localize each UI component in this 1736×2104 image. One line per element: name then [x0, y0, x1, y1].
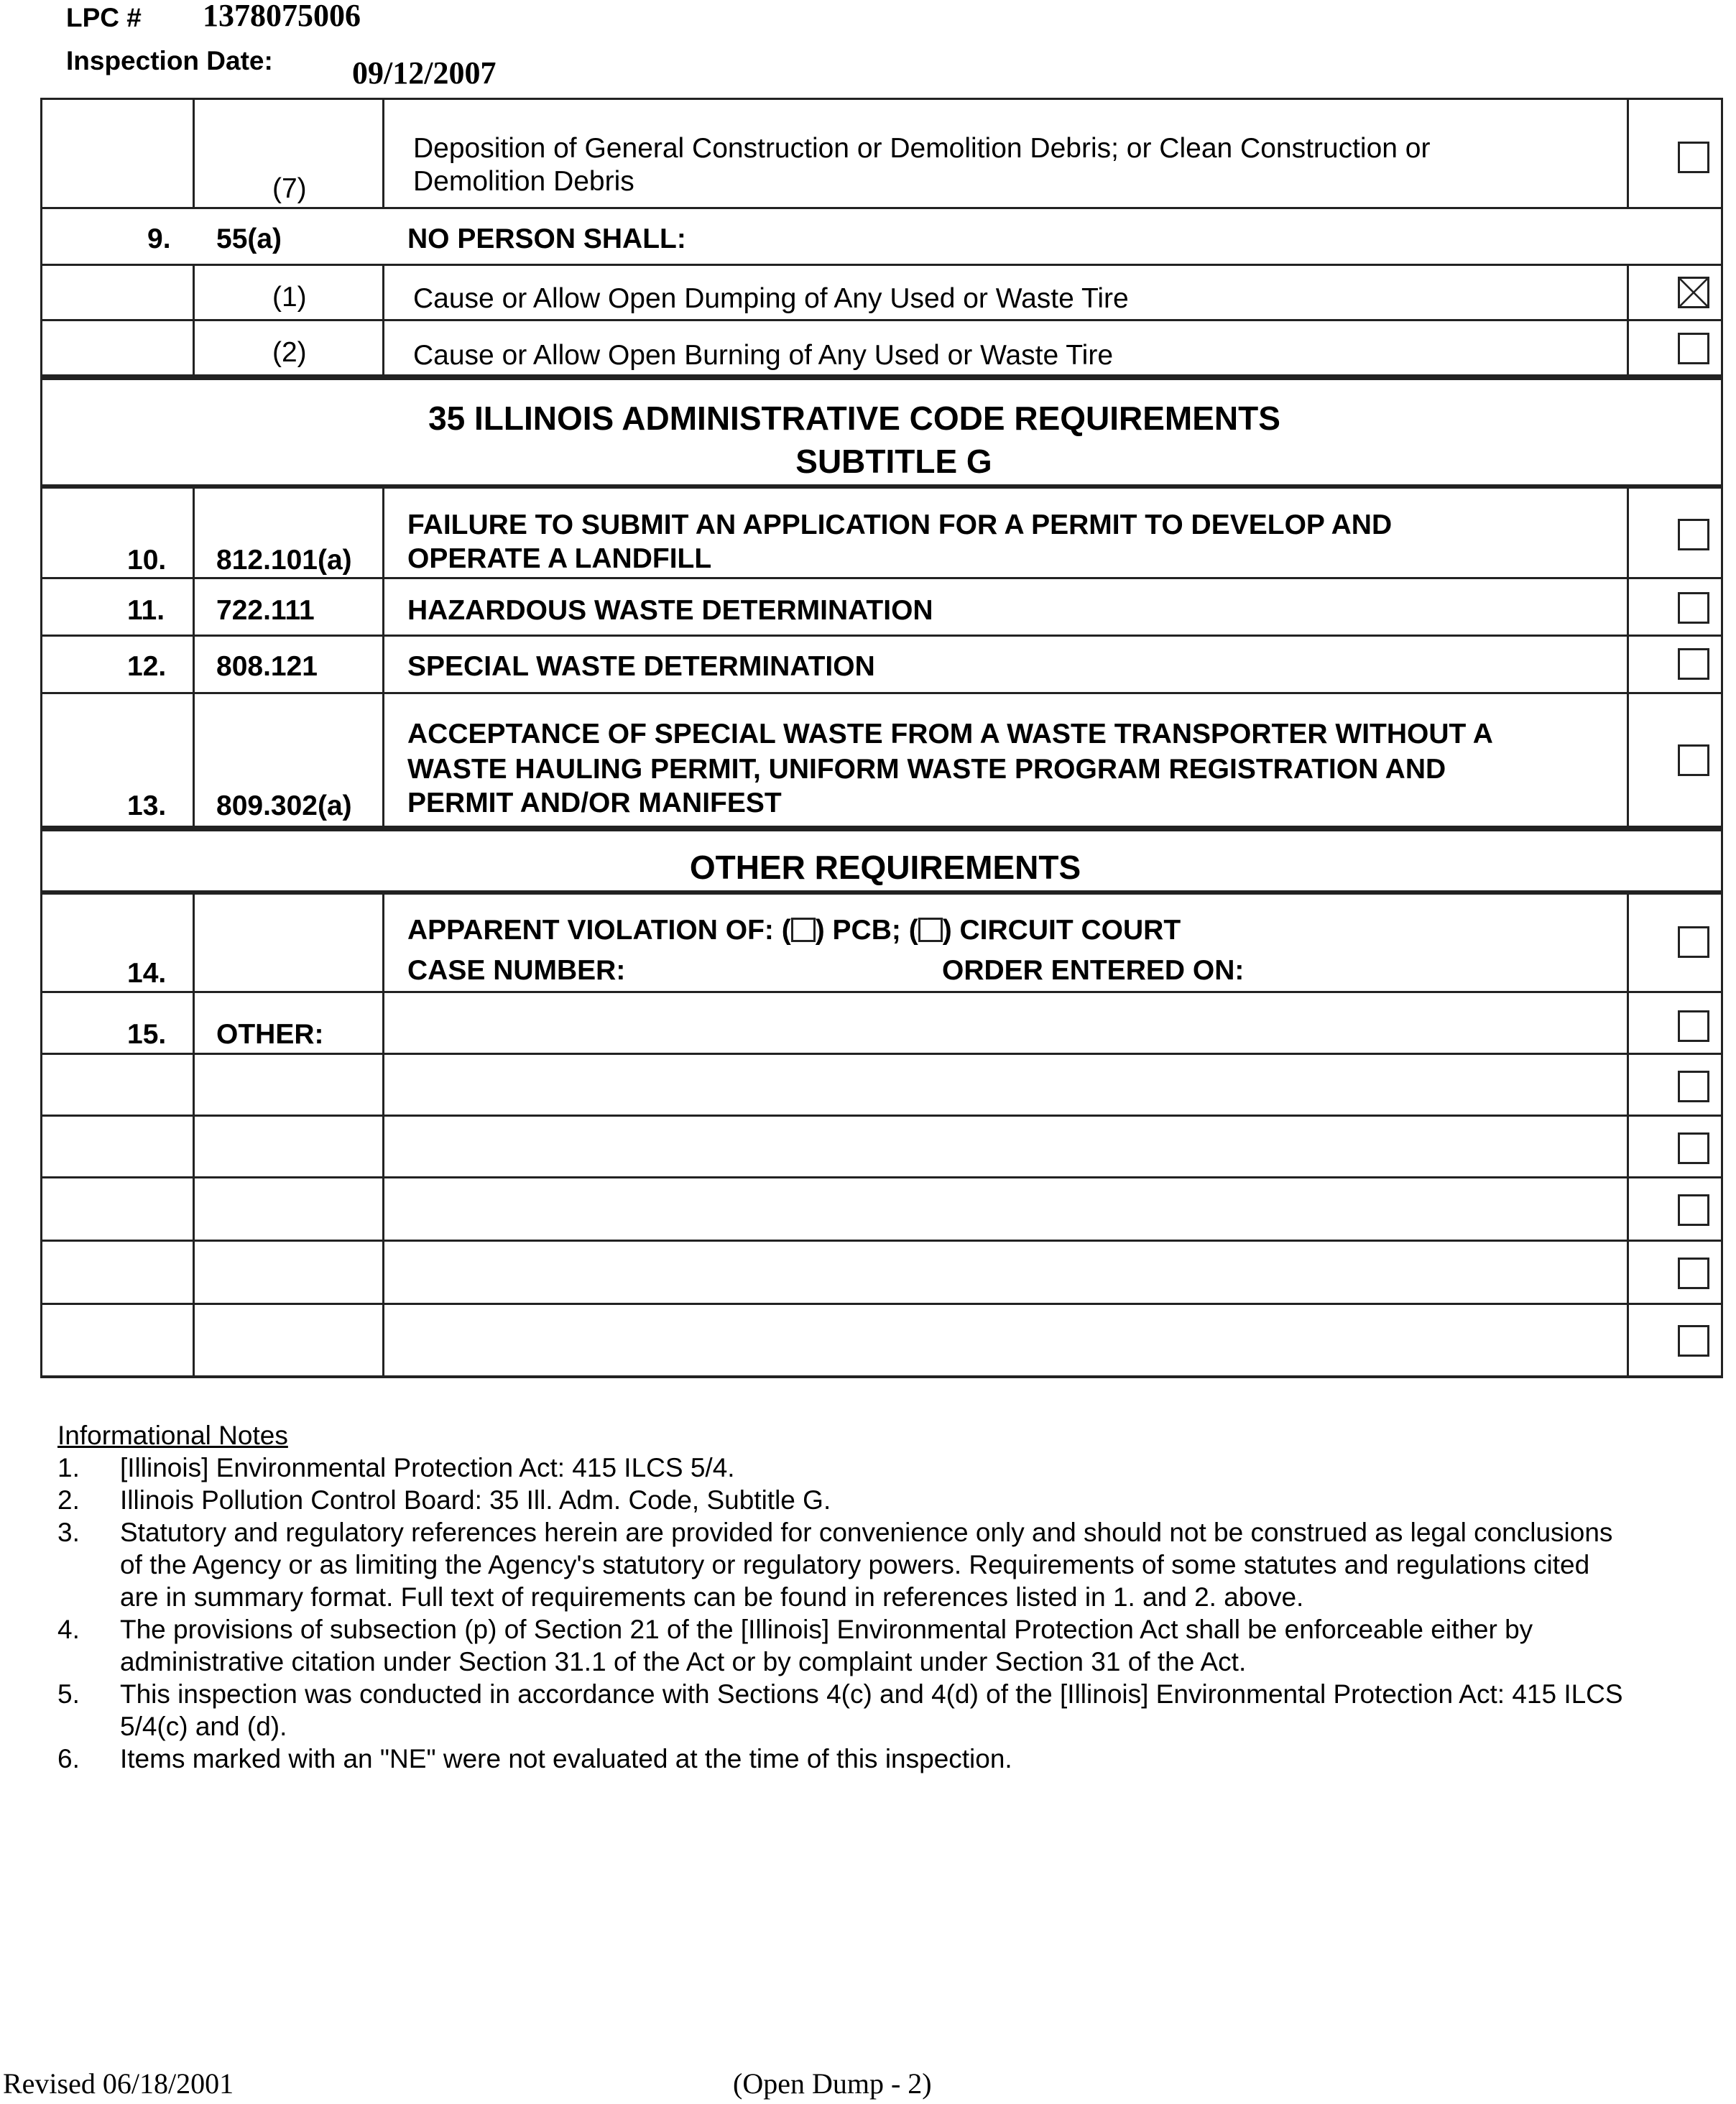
section-title-line1: 35 ILLINOIS ADMINISTRATIVE CODE REQUIREMENTS: [428, 400, 1280, 437]
row-9-1: [40, 266, 1723, 321]
row-ref: 809.302(a): [216, 790, 352, 821]
row-7-checkbox[interactable]: [1678, 142, 1709, 173]
blank-number-field[interactable]: [42, 1178, 195, 1240]
blank-description-field[interactable]: [384, 1178, 1629, 1240]
blank-reference-field[interactable]: [195, 1178, 384, 1240]
row-10-checkbox[interactable]: [1678, 519, 1709, 550]
row-11: [40, 579, 1723, 637]
inspection-date-value: 09/12/2007: [352, 55, 497, 91]
blank-number-field[interactable]: [42, 1305, 195, 1375]
row-10: [40, 486, 1723, 579]
section-title-line2: SUBTITLE G: [795, 443, 992, 480]
row-15: [40, 993, 1723, 1055]
blank-description-field[interactable]: [384, 1117, 1629, 1176]
row-desc-line1: ACCEPTANCE OF SPECIAL WASTE FROM A WASTE TRANSPORTER WITHOUT A: [407, 719, 1493, 749]
blank-row-checkbox[interactable]: [1678, 1132, 1709, 1164]
note-text: The provisions of subsection (p) of Section 21 of the [Illinois] Environmental Protection Act shall be enforceable either by administrative citation under Section 31.1 of the Act or by complaint under Section 31 of the Act.: [120, 1615, 1533, 1676]
row-9-2-checkbox[interactable]: [1678, 333, 1709, 364]
row-14-checkbox[interactable]: [1678, 926, 1709, 958]
note-number: 1.: [57, 1453, 80, 1482]
circuit-court-label: ) CIRCUIT COURT: [942, 915, 1181, 946]
note-text: Statutory and regulatory references herein are provided for convenience only and should not be construed as legal conclusions of the Agency or as limiting the Agency's statutory or regulatory powers. Requirements of some statutes and regulations cited are in summary format. Full text of requirements can be found in references listed in 1. and 2. above.: [120, 1518, 1613, 1612]
row-number: 10.: [127, 545, 167, 576]
row-9-2: [40, 321, 1723, 377]
row-desc-line1: FAILURE TO SUBMIT AN APPLICATION FOR A PERMIT TO DEVELOP AND: [407, 509, 1393, 540]
blank-row: [40, 1305, 1723, 1378]
apparent-violation-label: APPARENT VIOLATION OF: (: [407, 915, 791, 946]
row-number: 13.: [127, 790, 167, 821]
blank-row-checkbox[interactable]: [1678, 1194, 1709, 1226]
note-number: 4.: [57, 1615, 80, 1644]
row-14: [40, 892, 1723, 993]
circuit-court-checkbox[interactable]: [918, 918, 943, 942]
row-ref: (7): [272, 173, 307, 204]
row-ref: 808.121: [216, 651, 318, 682]
blank-row: [40, 1178, 1723, 1242]
row-ref: (1): [272, 282, 307, 313]
row-desc: NO PERSON SHALL:: [407, 223, 686, 254]
revised-date: Revised 06/18/2001: [3, 2067, 234, 2100]
row-number: 11.: [127, 595, 165, 626]
section-iac-header: [40, 377, 1723, 486]
row-desc: Cause or Allow Open Dumping of Any Used or Waste Tire: [413, 283, 1129, 314]
blank-row: [40, 1117, 1723, 1178]
note-text: Illinois Pollution Control Board: 35 Ill. Adm. Code, Subtitle G.: [120, 1485, 831, 1515]
blank-reference-field[interactable]: [195, 1117, 384, 1176]
blank-reference-field[interactable]: [195, 1305, 384, 1375]
note-text: [Illinois] Environmental Protection Act: 415 ILCS 5/4.: [120, 1453, 735, 1482]
row-11-checkbox[interactable]: [1678, 592, 1709, 624]
note-item: [57, 1484, 1624, 1516]
blank-number-field[interactable]: [42, 1242, 195, 1303]
blank-description-field[interactable]: [384, 1305, 1629, 1375]
row-ref: (2): [272, 337, 307, 368]
row-number: 14.: [127, 958, 167, 989]
blank-row-checkbox[interactable]: [1678, 1258, 1709, 1289]
blank-row-checkbox[interactable]: [1678, 1325, 1709, 1357]
note-number: 3.: [57, 1518, 80, 1547]
row-ref: 812.101(a): [216, 545, 352, 576]
case-number-label: CASE NUMBER:: [407, 955, 626, 986]
row-ref: OTHER:: [216, 1019, 324, 1050]
notes-heading: Informational Notes: [57, 1421, 288, 1450]
note-item: [57, 1743, 1624, 1775]
blank-description-field[interactable]: [384, 1055, 1629, 1115]
row-desc-line2: Demolition Debris: [413, 166, 634, 197]
row-9-1-checkbox[interactable]: [1678, 277, 1709, 308]
row-number: 15.: [127, 1019, 167, 1050]
pcb-label: ) PCB; (: [815, 915, 918, 946]
row-ref: 722.111: [216, 595, 315, 626]
blank-number-field[interactable]: [42, 1055, 195, 1115]
note-number: 5.: [57, 1679, 80, 1709]
row-desc-line2: OPERATE A LANDFILL: [407, 543, 712, 574]
note-item: [57, 1516, 1624, 1613]
row-desc: Cause or Allow Open Burning of Any Used or Waste Tire: [413, 340, 1114, 371]
note-item: [57, 1678, 1624, 1743]
row-ref: 55(a): [216, 223, 282, 254]
row-desc-line1: Deposition of General Construction or Demolition Debris; or Clean Construction or: [413, 133, 1431, 164]
row-9: [40, 209, 1723, 266]
blank-row-checkbox[interactable]: [1678, 1071, 1709, 1102]
lpc-number: 1378075006: [203, 0, 361, 33]
order-entered-label: ORDER ENTERED ON:: [942, 955, 1245, 986]
lpc-label: LPC #: [66, 3, 142, 32]
note-text: This inspection was conducted in accordance with Sections 4(c) and 4(d) of the [Illinois] Environmental Protection Act: 415 ILCS 5/4(c) and (d).: [120, 1679, 1623, 1741]
blank-description-field[interactable]: [384, 1242, 1629, 1303]
blank-reference-field[interactable]: [195, 1055, 384, 1115]
blank-row: [40, 1055, 1723, 1117]
apparent-violation-line: [407, 915, 1181, 946]
other-description-field[interactable]: [384, 993, 1629, 1053]
note-item: [57, 1613, 1624, 1678]
section-other-header: [40, 828, 1723, 892]
section-title: OTHER REQUIREMENTS: [689, 849, 1081, 886]
row-desc-line2: WASTE HAULING PERMIT, UNIFORM WASTE PROGRAM REGISTRATION AND: [407, 754, 1446, 785]
row-15-checkbox[interactable]: [1678, 1010, 1709, 1042]
note-number: 6.: [57, 1744, 80, 1773]
row-12-checkbox[interactable]: [1678, 648, 1709, 680]
row-desc: SPECIAL WASTE DETERMINATION: [407, 651, 875, 682]
blank-number-field[interactable]: [42, 1117, 195, 1176]
note-text: Items marked with an "NE" were not evaluated at the time of this inspection.: [120, 1744, 1012, 1773]
row-7: [40, 98, 1723, 209]
page-label: (Open Dump - 2): [733, 2067, 932, 2100]
row-number: 9.: [147, 223, 171, 254]
row-13-checkbox[interactable]: [1678, 744, 1709, 776]
note-number: 2.: [57, 1485, 80, 1515]
pcb-checkbox[interactable]: [791, 918, 816, 942]
row-12: [40, 637, 1723, 694]
row-desc: HAZARDOUS WASTE DETERMINATION: [407, 595, 933, 626]
blank-row: [40, 1242, 1723, 1305]
note-item: [57, 1452, 1624, 1484]
blank-reference-field[interactable]: [195, 1242, 384, 1303]
inspection-date-label: Inspection Date:: [66, 46, 273, 75]
row-13: [40, 694, 1723, 828]
informational-notes: [57, 1419, 1624, 1775]
row-desc-line3: PERMIT AND/OR MANIFEST: [407, 788, 782, 818]
row-number: 12.: [127, 651, 167, 682]
x-mark-icon: [1680, 279, 1707, 306]
